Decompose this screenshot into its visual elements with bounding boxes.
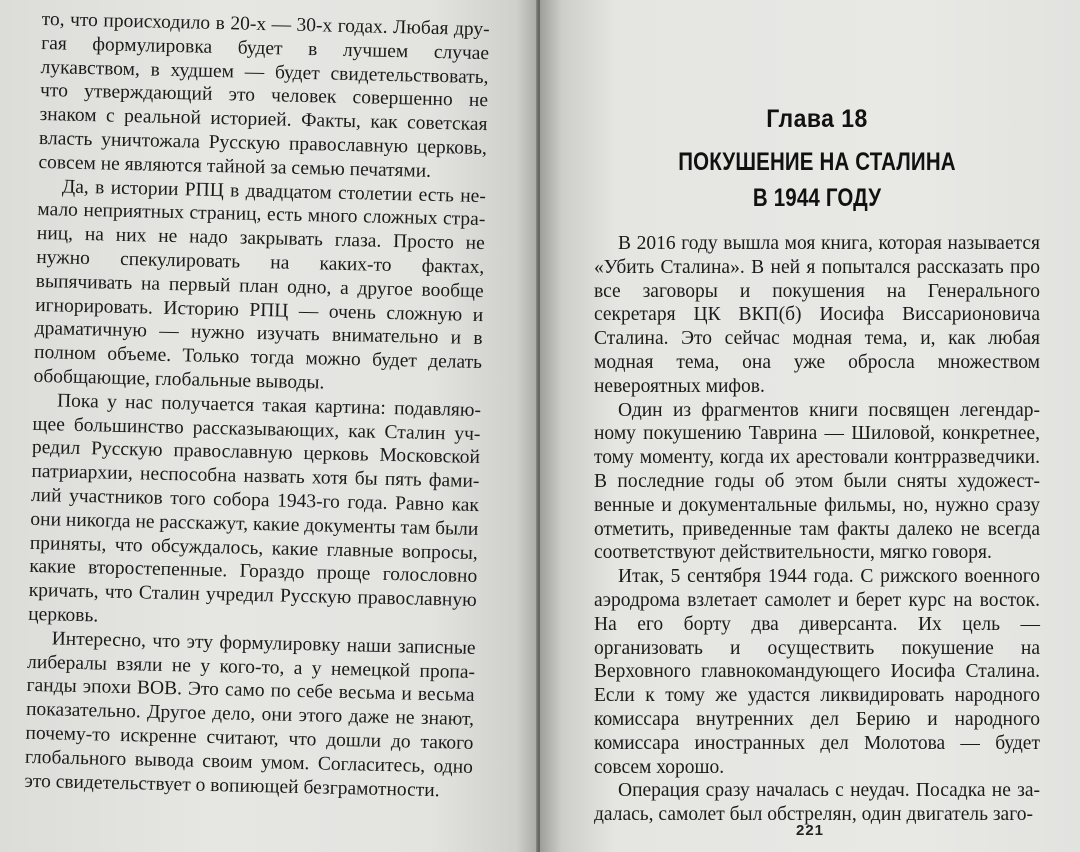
paragraph: Интересно, что эту формулировку наши записные либералы взяли не у кого-то, а у немецкой пропаганды эпохи ВОВ. Это само по себе весьма и весьма показательно. Другое дело, они этого даже не знают, почему-то искренне считают, что дошли до такого глобального вывода своим умом. Согласитесь, одно это свидетельствует о вопиющей безграмотности. [24,628,476,801]
chapter-number: Глава 18 [766,105,868,133]
paragraph: Операция сразу началась с неудач. Посадка не задалась, самолет был обстрелян, один двигатель заго- [594,780,1040,826]
right-page [540,0,1080,852]
paragraph: Итак, 5 сентября 1944 года. С рижского военного аэродрома взлетает самолет и берет курс на восток. На его борту два диверсанта. Их цель — организовать и осуществить покушение на Верховного главнокомандующего Иосифа Сталина. Если к тому же удастся ликвидировать народного комиссара внутренних дел Берию и народного комиссара иностранных дел Молотова — будет совсем хорошо. [594,566,1040,778]
left-page [0,0,538,852]
paragraph: то, что происходило в 20-х — 30-х годах. Любая другая формулировка будет в лучшем случае лукавством, в худшем — будет свидетельствовать, что утверждающий это человек совершенно не знаком с реальной историей. Факты, как советская власть уничтожала Русскую православную церковь, совсем не являются тайной за семью печатями. [38,8,490,182]
right-page-text [594,104,1040,827]
paragraph: Пока у нас получается такая картина: подавляющее большинство рассказывающих, как Сталин учредил Русскую православную церковь Московской патриархии, неспособна назвать хотя бы пять фамилий участников того собора 1943-го года. Равно как они никогда не расскажут, какие документы там были приняты, что обсуждалось, какие главные вопросы, какие второстепенные. Гораздо проще голословно кричать, что Сталин учредил Русскую православную церковь. [28,390,482,627]
page-number: 221 [795,822,825,839]
paragraph: Один из фрагментов книги посвящен легендарному покушению Таврина — Шиловой, конкретнее, тому моменту, когда их арестовали контрразведчики. В последние годы об этом были сняты художественные и документальные фильмы, но, нужно сразу отметить, приведенные там факты далеко не всегда соответствуют действительности, мягко говоря. [594,399,1040,564]
chapter-heading [594,104,1040,216]
chapter-title-line-2: В 1944 ГОДУ [752,184,882,212]
chapter-title-line-1: ПОКУШЕНИЕ НА СТАЛИНА [678,148,956,176]
left-page-text [24,8,490,803]
paragraph: В 2016 году вышла моя книга, которая называется «Убить Сталина». В ней я попытался рассказать про все заговоры и покушения на Генерального секретаря ЦК ВКП(б) Иосифа Виссарионовича Сталина. Это сейчас модная тема, и, как любая модная тема, она уже обросла множеством невероятных мифов. [594,233,1040,397]
paragraph: Да, в истории РПЦ в двадцатом столетии есть немало неприятных страниц, есть много сложных страниц, на них не надо закрывать глаза. Просто не нужно спекулировать на каких-то фактах, выпячивать на первый план одно, а другое вообще игнорировать. Историю РПЦ — очень сложную и драматичную — нужно изучать внимательно и в полном объеме. Только тогда можно будет делать обобщающие, глобальные выводы. [33,176,487,394]
